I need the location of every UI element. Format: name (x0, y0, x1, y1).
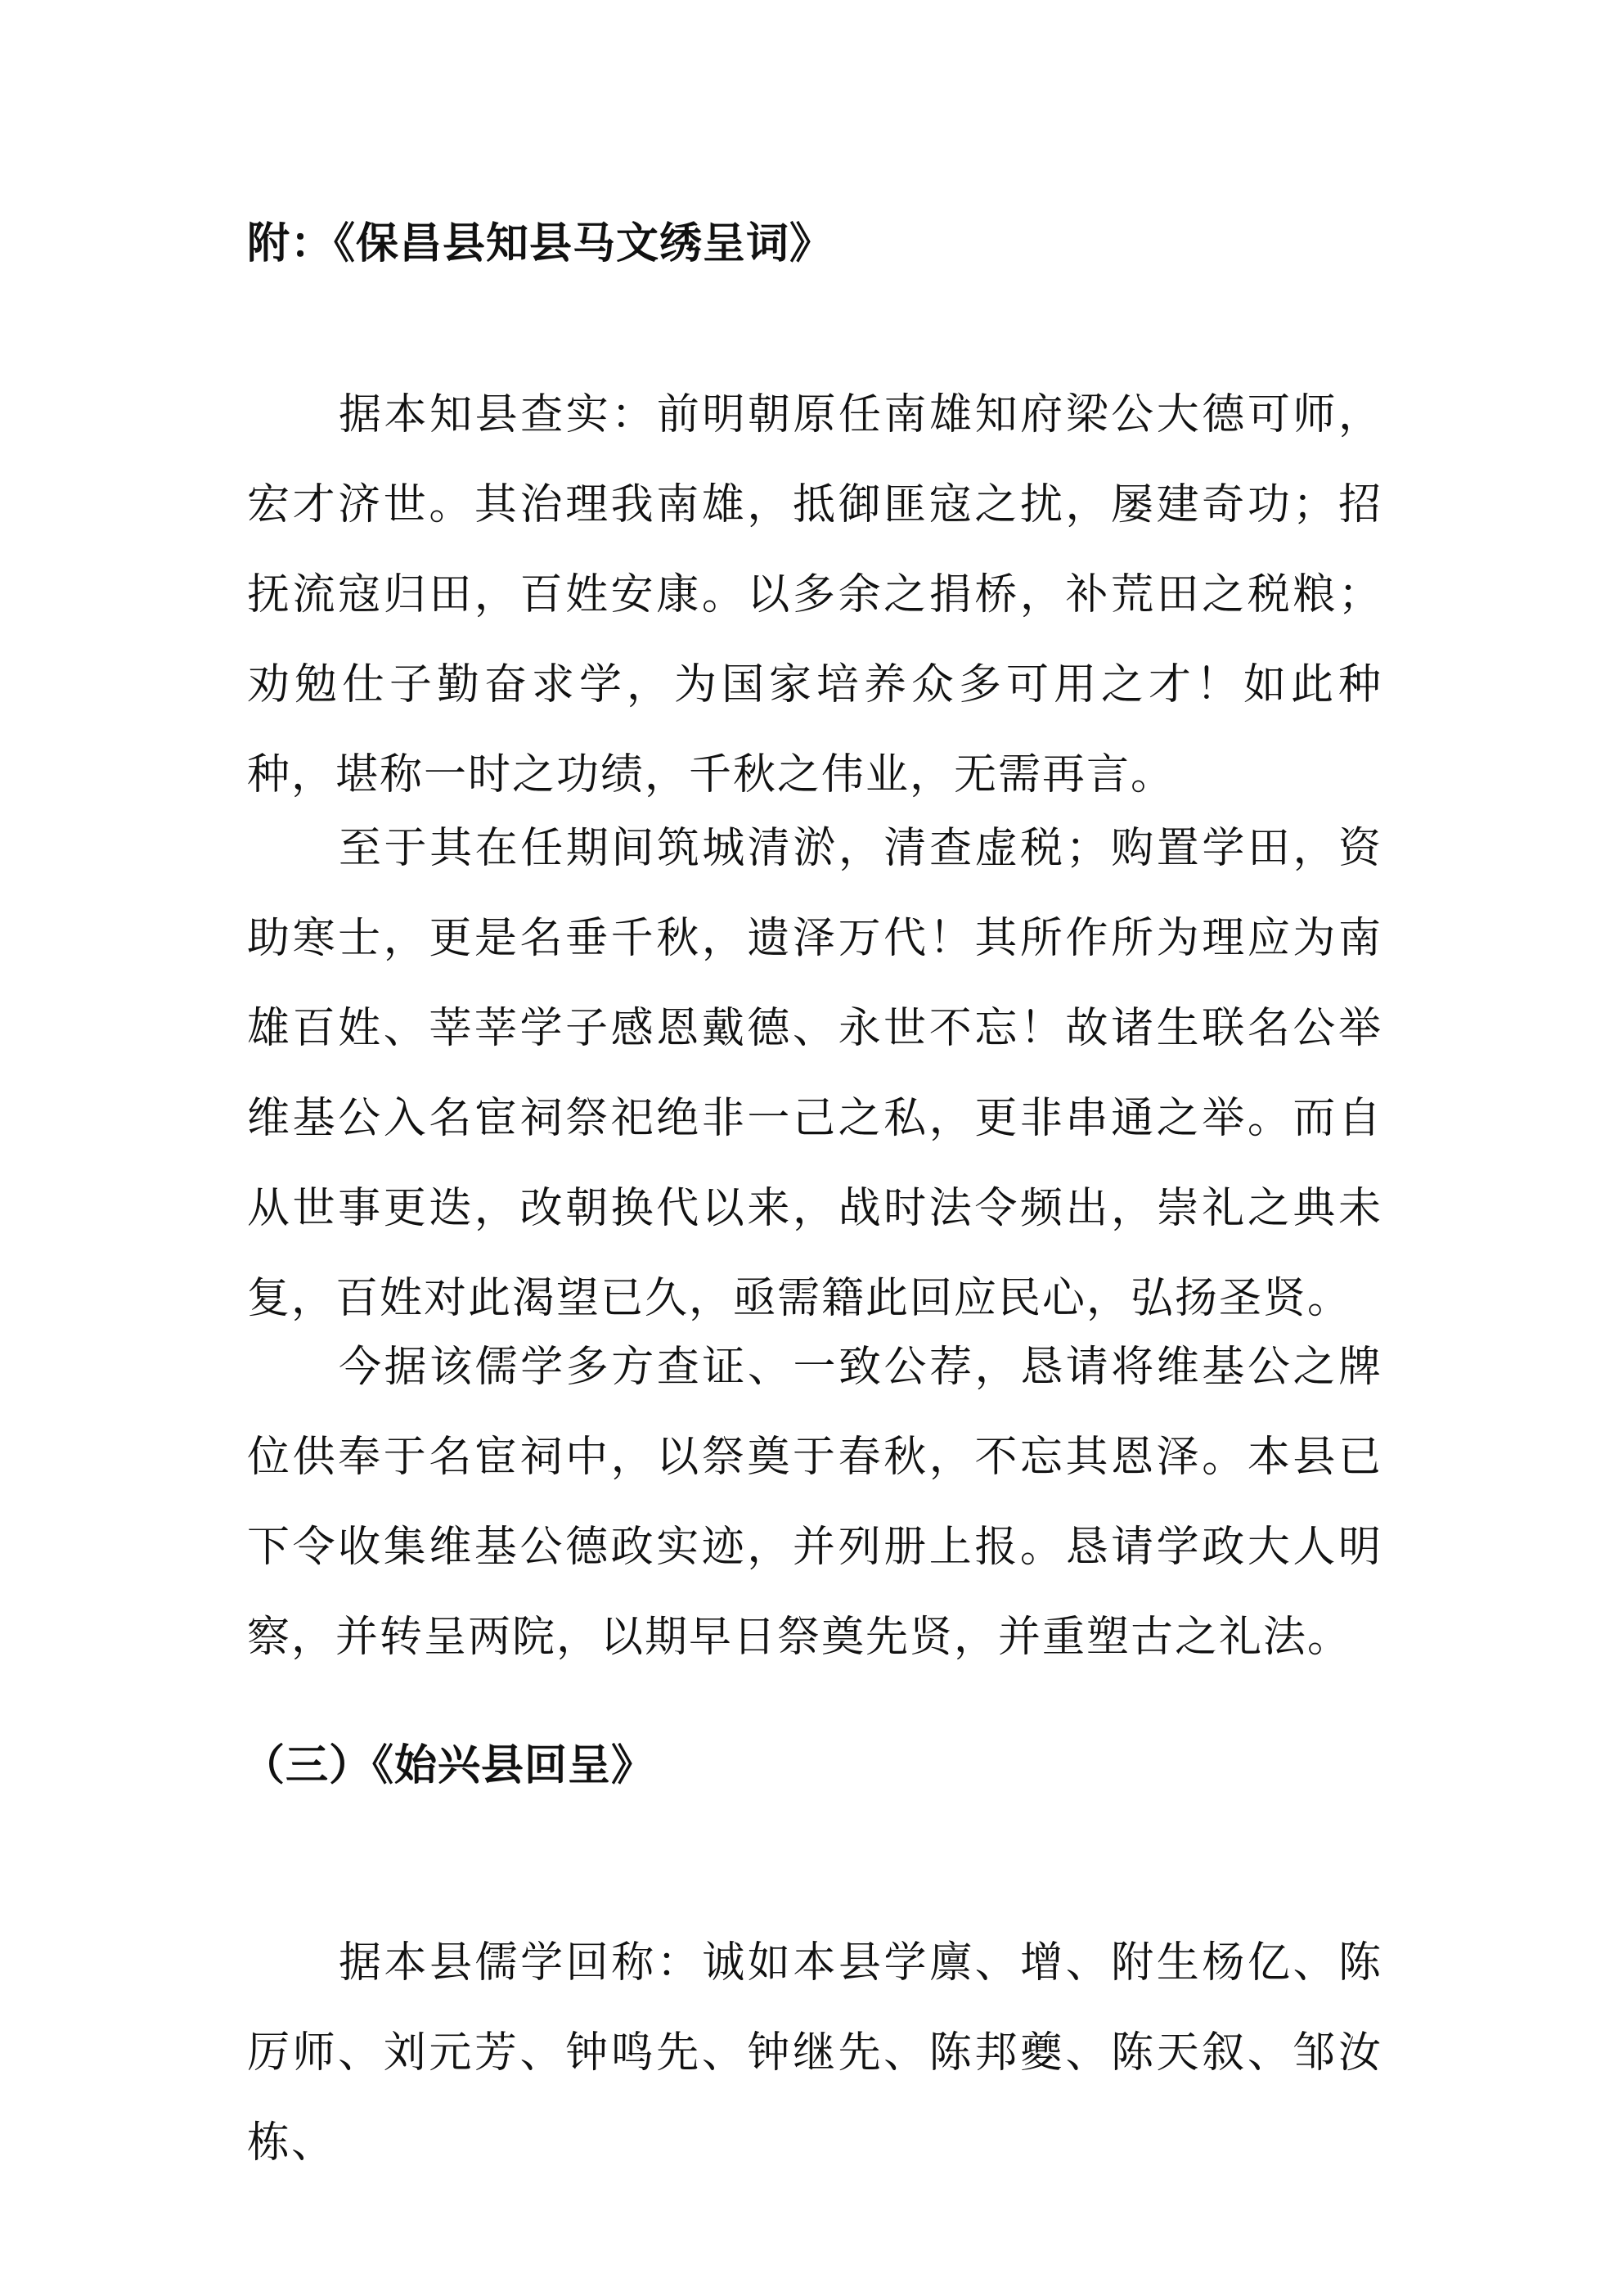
section-heading-appendix: 附：《保昌县知县马文绣呈词》 (247, 218, 834, 268)
paragraph: 据本县儒学回称：诚如本县学廪、增、附生杨亿、陈厉师、刘元芳、钟鸣先、钟继先、陈邦夔、陈天叙、邹汝栋、 (247, 1938, 1382, 2168)
paragraph: 据本知县查实：前明朝原任南雄知府梁公大德可师，宏才济世。其治理我南雄，抵御匪寇之扰，屡建奇功；招抚流寇归田，百姓安康。以多余之捐桥，补荒田之税粮；劝勉仕子勤奋求学，为国家培养众多可用之才！如此种种，堪称一时之功绩，千秋之伟业，无需再言。 (247, 390, 1382, 799)
paragraph: 今据该儒学多方查证、一致公荐，恳请将维基公之牌位供奉于名宦祠中，以祭奠于春秋，不忘其恩泽。本县已下令收集维基公德政实迹，并列册上报。恳请学政大人明察，并转呈两院，以期早日祭奠先贤，并重塑古之礼法。 (247, 1343, 1382, 1662)
paragraph: 至于其在任期间筑城清淤，清查虚税；购置学田，资助寒士，更是名垂千秋，遗泽万代！其所作所为理应为南雄百姓、莘莘学子感恩戴德、永世不忘！故诸生联名公举维基公入名宦祠祭祀绝非一己之私，更非串通之举。而自从世事更迭，改朝换代以来，战时法令频出，崇礼之典未复，百姓对此渴望已久，亟需籍此回应民心，弘扬圣贤。 (247, 824, 1382, 1323)
section-heading-shixing: （三）《始兴县回呈》 (242, 1740, 655, 1790)
